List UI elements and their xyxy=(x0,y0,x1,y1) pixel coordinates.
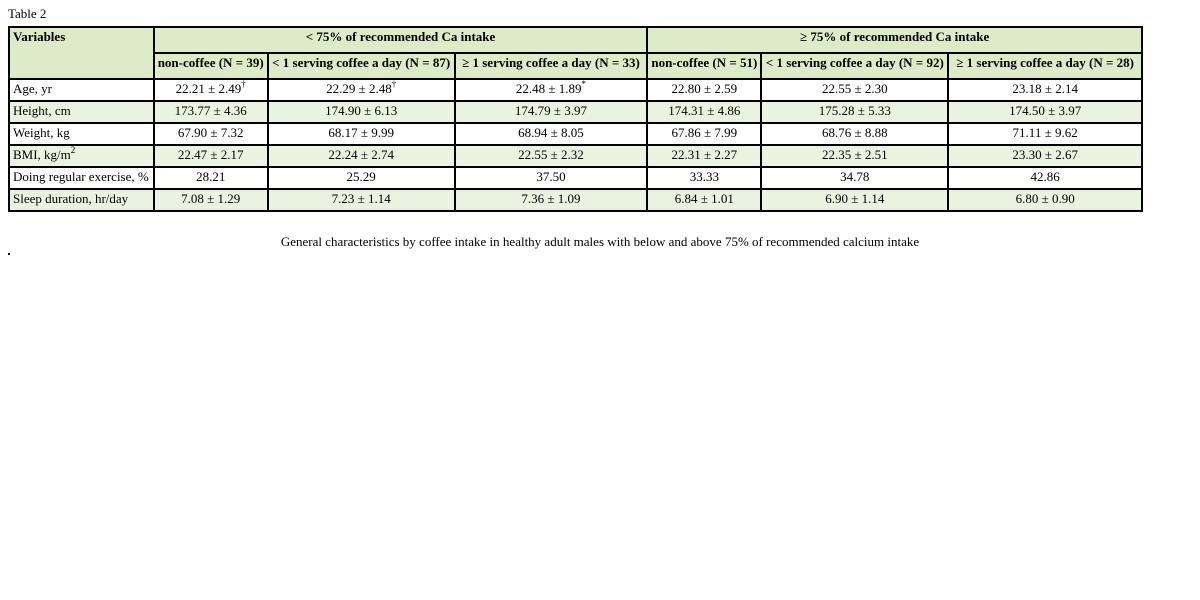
cell-value: 22.55 ± 2.30 xyxy=(821,81,888,96)
cell-value: 68.17 ± 9.99 xyxy=(328,125,394,140)
row-label-text: Weight, kg xyxy=(13,125,70,140)
table-label: Table 2 xyxy=(8,6,47,21)
cell-value: 67.90 ± 7.32 xyxy=(177,125,244,140)
header-sub: ≥ 1 serving coffee a day (N = 28) xyxy=(948,53,1142,79)
cell-value: 34.78 xyxy=(840,169,870,184)
table-cell xyxy=(761,101,948,123)
table-cell xyxy=(154,167,268,189)
table-cell xyxy=(647,123,761,145)
table-cell xyxy=(761,123,948,145)
table-row xyxy=(9,189,1142,211)
table-cell xyxy=(761,167,948,189)
table-cell xyxy=(268,167,455,189)
table-row xyxy=(9,123,1142,145)
characteristics-table xyxy=(8,26,1143,212)
cell-value: 25.29 xyxy=(346,169,376,184)
cell-value: 174.50 ± 3.97 xyxy=(1009,103,1082,118)
row-label-text: Sleep duration, hr/day xyxy=(13,191,129,206)
header-sub: < 1 serving coffee a day (N = 92) xyxy=(761,53,948,79)
cell-footnote-mark: † xyxy=(241,79,246,89)
cell-value: 174.90 ± 6.13 xyxy=(325,103,398,118)
cell-footnote-mark: † xyxy=(391,79,397,89)
cell-value: 22.35 ± 2.51 xyxy=(821,147,888,162)
table-cell xyxy=(154,145,268,167)
header-sub: non-coffee (N = 39) xyxy=(154,53,268,79)
table-cell xyxy=(268,189,455,211)
cell-value: 23.18 ± 2.14 xyxy=(1012,81,1078,96)
header-group-above-75: ≥ 75% of recommended Ca intake xyxy=(647,27,1142,53)
table-cell xyxy=(948,167,1142,189)
cell-value: 22.29 ± 2.48 xyxy=(326,81,392,96)
row-label-text: Age, yr xyxy=(13,81,52,96)
row-label xyxy=(9,123,154,145)
cell-value: 23.30 ± 2.67 xyxy=(1012,147,1078,162)
table-cell xyxy=(647,189,761,211)
row-label xyxy=(9,189,154,211)
cell-value: 174.79 ± 3.97 xyxy=(514,103,588,118)
cell-value: 67.86 ± 7.99 xyxy=(671,125,738,140)
table-cell xyxy=(647,167,761,189)
dot-mark xyxy=(8,253,10,255)
row-label-text: BMI, kg/m xyxy=(13,147,71,162)
header-variables: Variables xyxy=(9,27,154,79)
cell-value: 174.31 ± 4.86 xyxy=(668,103,741,118)
table-caption: General characteristics by coffee intake in healthy adult males with below and above 75% of recommended calcium intake xyxy=(280,234,920,249)
row-label xyxy=(9,79,154,101)
table-cell xyxy=(948,101,1142,123)
table-cell xyxy=(268,145,455,167)
table-row xyxy=(9,167,1142,189)
table-cell xyxy=(948,123,1142,145)
cell-value: 7.08 ± 1.29 xyxy=(181,191,241,206)
table-cell xyxy=(268,123,455,145)
row-label xyxy=(9,167,154,189)
table-cell xyxy=(455,79,648,101)
table-cell xyxy=(647,79,761,101)
cell-value: 33.33 xyxy=(689,169,719,184)
cell-value: 173.77 ± 4.36 xyxy=(174,103,247,118)
table-row xyxy=(9,79,1142,101)
cell-value: 7.36 ± 1.09 xyxy=(521,191,581,206)
cell-value: 22.80 ± 2.59 xyxy=(671,81,738,96)
table-cell xyxy=(948,145,1142,167)
cell-footnote-mark: * xyxy=(581,79,587,89)
table-cell xyxy=(647,101,761,123)
header-sub: < 1 serving coffee a day (N = 87) xyxy=(268,53,455,79)
table-cell xyxy=(761,79,948,101)
table-cell xyxy=(761,189,948,211)
table-cell xyxy=(268,79,455,101)
table-cell xyxy=(948,79,1142,101)
table-body xyxy=(9,79,1142,211)
cell-value: 42.86 xyxy=(1030,169,1060,184)
cell-value: 37.50 xyxy=(536,169,566,184)
table-cell xyxy=(455,123,648,145)
cell-value: 6.80 ± 0.90 xyxy=(1015,191,1075,206)
table-cell xyxy=(455,167,648,189)
cell-value: 6.84 ± 1.01 xyxy=(674,191,734,206)
cell-value: 71.11 ± 9.62 xyxy=(1012,125,1078,140)
cell-value: 6.90 ± 1.14 xyxy=(825,191,885,206)
table-row xyxy=(9,145,1142,167)
table-cell xyxy=(154,101,268,123)
header-group-below-75: < 75% of recommended Ca intake xyxy=(154,27,648,53)
table-cell xyxy=(154,123,268,145)
row-label-superscript: 2 xyxy=(70,145,76,155)
cell-value: 22.48 ± 1.89 xyxy=(515,81,582,96)
table-cell xyxy=(455,189,648,211)
table-cell xyxy=(761,145,948,167)
table-cell xyxy=(154,189,268,211)
cell-value: 22.21 ± 2.49 xyxy=(175,81,242,96)
cell-value: 68.76 ± 8.88 xyxy=(821,125,888,140)
cell-value: 175.28 ± 5.33 xyxy=(818,103,891,118)
row-label-text: Height, cm xyxy=(13,103,71,118)
row-label xyxy=(9,101,154,123)
header-sub: non-coffee (N = 51) xyxy=(647,53,761,79)
table-cell xyxy=(948,189,1142,211)
table-cell xyxy=(647,145,761,167)
cell-value: 7.23 ± 1.14 xyxy=(331,191,391,206)
row-label-text: Doing regular exercise, % xyxy=(13,169,149,184)
table-cell xyxy=(154,79,268,101)
cell-value: 22.47 ± 2.17 xyxy=(177,147,244,162)
table-row xyxy=(9,101,1142,123)
cell-value: 22.31 ± 2.27 xyxy=(671,147,738,162)
cell-value: 22.55 ± 2.32 xyxy=(518,147,584,162)
header-sub: ≥ 1 serving coffee a day (N = 33) xyxy=(455,53,648,79)
cell-value: 22.24 ± 2.74 xyxy=(328,147,394,162)
cell-value: 28.21 xyxy=(196,169,226,184)
table-cell xyxy=(455,145,648,167)
table-cell xyxy=(268,101,455,123)
cell-value: 68.94 ± 8.05 xyxy=(518,125,584,140)
row-label xyxy=(9,145,154,167)
table-cell xyxy=(455,101,648,123)
